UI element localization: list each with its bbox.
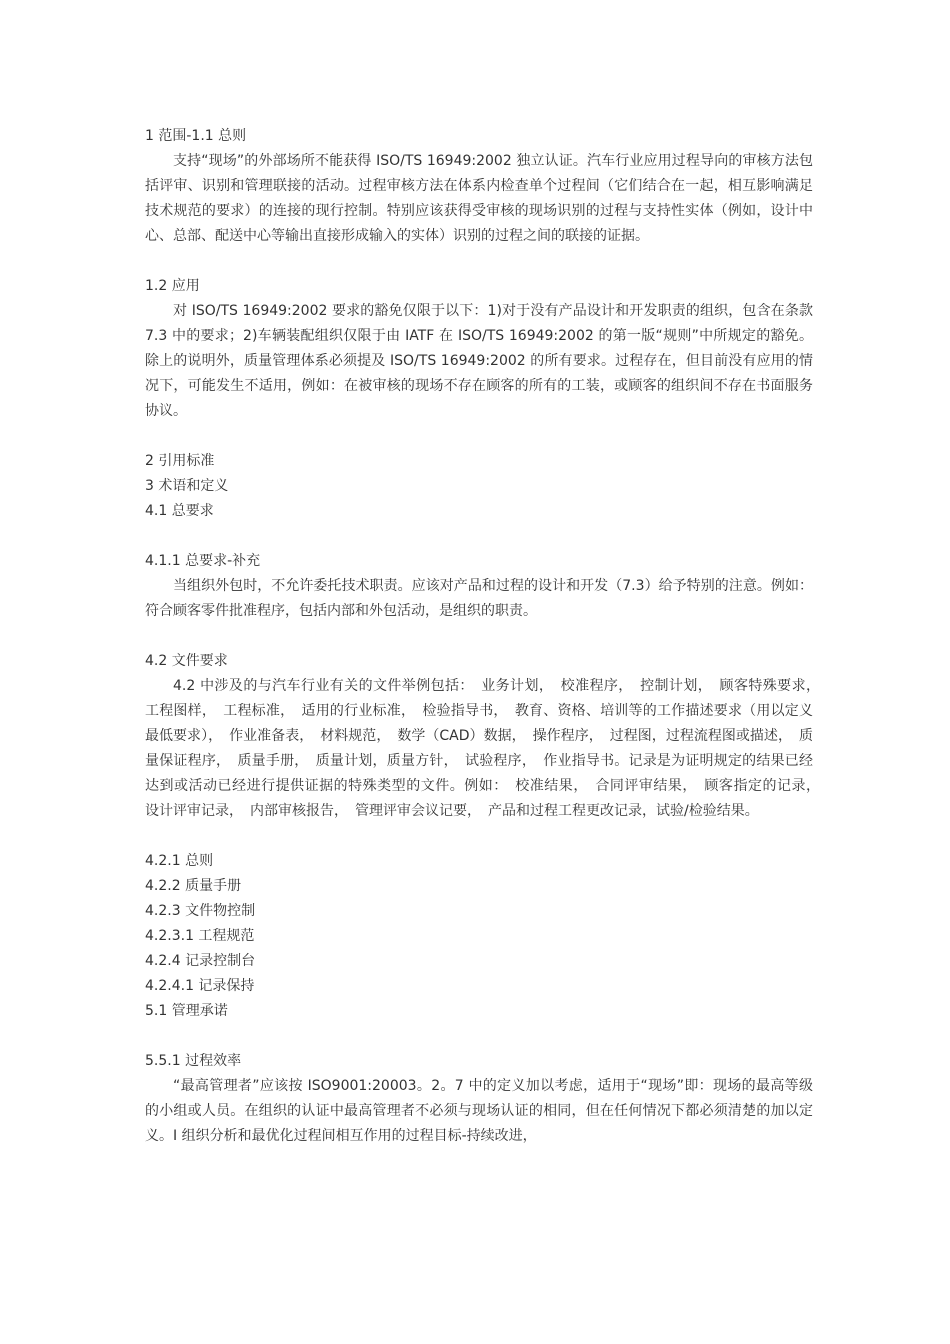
section-4-2-paragraph: 4.2 中涉及的与汽车行业有关的文件举例包括： 业务计划， 校准程序， 控制计划， 顾客特殊要求， 工程图样， 工程标准， 适用的行业标准， 检验指导书， 教育、资格、培训等的工作描述要求（用以定义最低要求）， 作业准备表， 材料规范， 数学（CAD）数据， 操作程序， 过程图，过程流程图或描述， 质量保证程序， 质量手册， 质量计划，质量方针， 试验程序， 作业指导书。记录是为证明规定的结果已经达到或活动已经进行提供证据的特殊类型的文件。例如： 校准结果， 合同评审结果， 顾客指定的记录， 设计评审记录， 内部审核报告， 管理评审会议记要， 产品和过程工程更改记录，试验/检验结果。 bbox=[145, 678, 827, 819]
section-heading-4-2-1: 4.2.1 总则 bbox=[145, 853, 214, 869]
spacer bbox=[145, 524, 813, 549]
section-heading-5-1: 5.1 管理承诺 bbox=[145, 1003, 228, 1019]
section-heading-4-1: 4.1 总要求 bbox=[145, 503, 214, 519]
section-heading-3: 3 术语和定义 bbox=[145, 478, 229, 494]
section-4-1-1-paragraph: 当组织外包时，不允许委托技术职责。应该对产品和过程的设计和开发（7.3）给予特别的注意。例如：符合顾客零件批准程序，包括内部和外包活动，是组织的职责。 bbox=[145, 578, 813, 619]
spacer bbox=[145, 1024, 813, 1049]
section-heading-4-1-1: 4.1.1 总要求-补充 bbox=[145, 553, 261, 569]
section-5-5-1-paragraph: “最高管理者”应该按 ISO9001:20003。2。7 中的定义加以考虑，适用于“现场”即：现场的最高等级的小组或人员。在组织的认证中最高管理者不必须与现场认证的相同，但在任何情况下都必须清楚的加以定义。I 组织分析和最优化过程间相互作用的过程目标-持续改进， bbox=[145, 1078, 813, 1144]
section-1-2-paragraph: 对 ISO/TS 16949:2002 要求的豁免仅限于以下：1)对于没有产品设计和开发职责的组织，包含在条款 7.3 中的要求；2)车辆装配组织仅限于由 IATF 在 ISO/TS 16949:2002 的第一版“规则”中所规定的豁免。除上的说明外，质量管理体系必须提及 ISO/TS 16949:2002 的所有要求。过程存在，但目前没有应用的情况下，可能发生不适用，例如：在被审核的现场不存在顾客的所有的工装，或顾客的组织间不存在书面服务协议。 bbox=[145, 303, 813, 419]
section-heading-4-2-4: 4.2.4 记录控制台 bbox=[145, 953, 256, 969]
section-heading-1-2: 1.2 应用 bbox=[145, 278, 200, 294]
section-heading-4-2-3: 4.2.3 文件物控制 bbox=[145, 903, 256, 919]
document-page bbox=[145, 124, 827, 1149]
section-heading-4-2: 4.2 文件要求 bbox=[145, 653, 228, 669]
section-heading-4-2-3-1: 4.2.3.1 工程规范 bbox=[145, 928, 255, 944]
section-heading-4-2-4-1: 4.2.4.1 记录保持 bbox=[145, 978, 255, 994]
spacer bbox=[145, 424, 813, 449]
section-heading-5-5-1: 5.5.1 过程效率 bbox=[145, 1053, 242, 1069]
spacer bbox=[145, 624, 813, 649]
spacer bbox=[145, 249, 813, 274]
section-heading-2: 2 引用标准 bbox=[145, 453, 215, 469]
spacer bbox=[145, 824, 813, 849]
section-heading-4-2-2: 4.2.2 质量手册 bbox=[145, 878, 242, 894]
section-heading-1: 1 范围-1.1 总则 bbox=[145, 128, 247, 144]
section-1-paragraph: 支持“现场”的外部场所不能获得 ISO/TS 16949:2002 独立认证。汽车行业应用过程导向的审核方法包括评审、识别和管理联接的活动。过程审核方法在体系内检查单个过程间（它们结合在一起，相互影响满足技术规范的要求）的连接的现行控制。特别应该获得受审核的现场识别的过程与支持性实体（例如，设计中心、总部、配送中心等输出直接形成输入的实体）识别的过程之间的联接的证据。 bbox=[145, 153, 813, 244]
